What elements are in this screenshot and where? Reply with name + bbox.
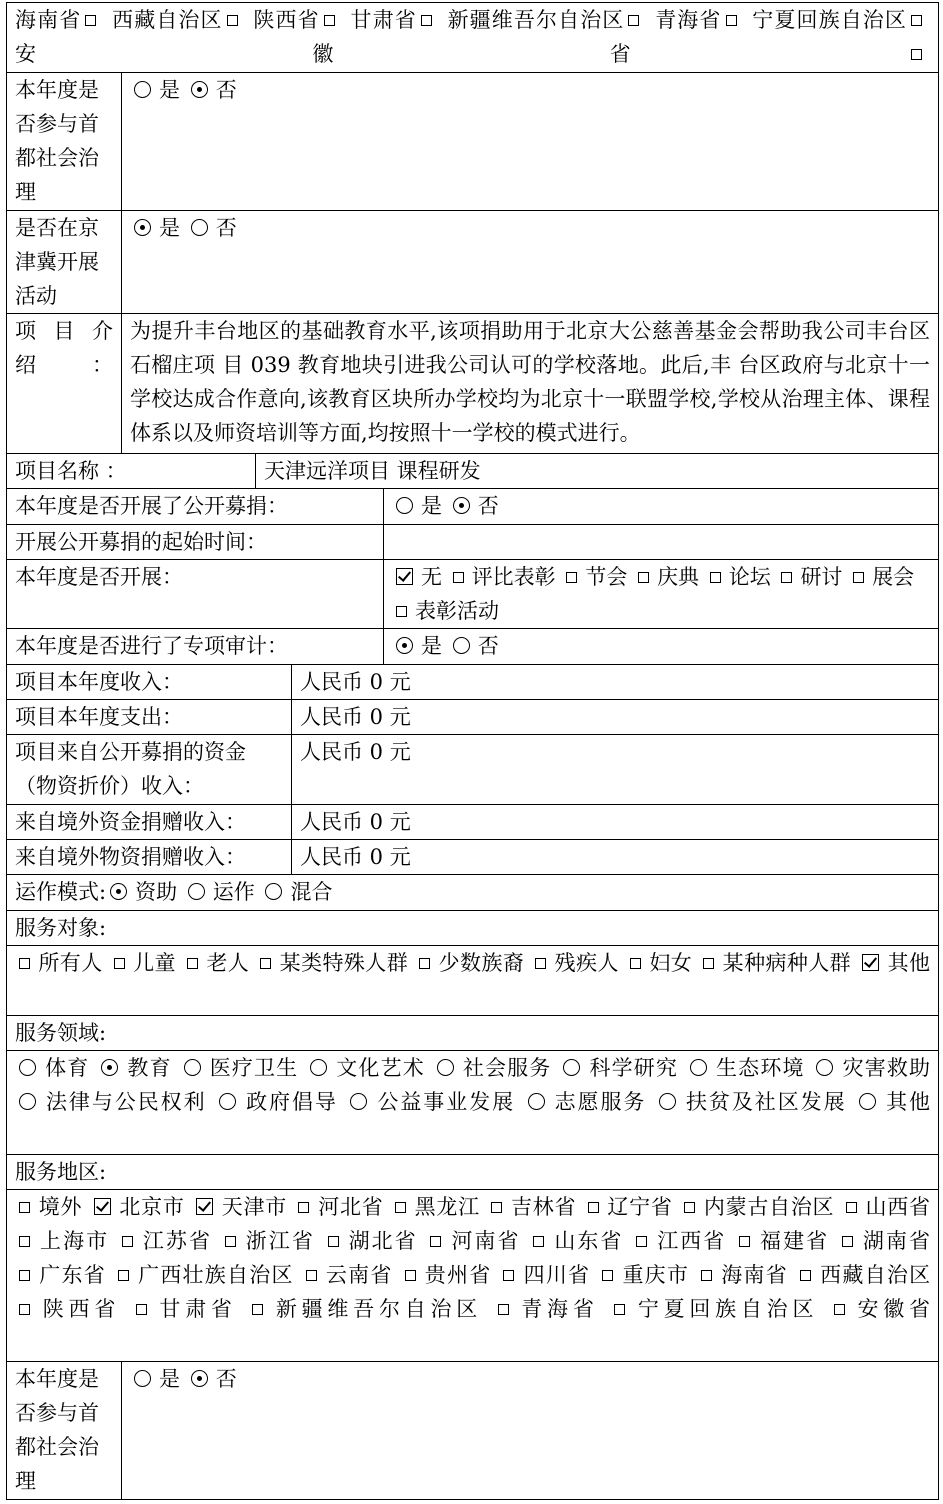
- service-region-option-label: 北京市: [118, 1195, 185, 1219]
- special-audit-row: [6, 629, 939, 665]
- events-option: [706, 565, 771, 589]
- checkbox-icon[interactable]: [853, 572, 864, 583]
- checkbox-icon[interactable]: [85, 15, 96, 26]
- public-fundraising-yes-radio[interactable]: [396, 497, 413, 514]
- region-option-label: 陕西省: [253, 8, 320, 32]
- service-region-option-label: 山西省: [864, 1195, 930, 1219]
- region-option: [448, 8, 648, 32]
- capital-governance-no-radio[interactable]: [191, 81, 208, 98]
- service-region-option-label: 陕西省: [38, 1297, 121, 1321]
- service-region-option-label: 广东省: [38, 1263, 106, 1287]
- region-option: [15, 8, 104, 32]
- region-option-label: 海南省: [15, 8, 82, 32]
- checkbox-icon[interactable]: [628, 15, 639, 26]
- region-option-label: 新疆维吾尔自治区: [447, 8, 625, 32]
- service-region-option-label: 安徽省: [852, 1297, 931, 1321]
- service-field-label: 志愿服务: [552, 1090, 647, 1114]
- special-audit-yes-label: 是: [421, 634, 442, 658]
- service-region-option-label: 青海省: [516, 1297, 599, 1321]
- project-name-value: 天津远洋项目 课程研发: [255, 454, 938, 488]
- service-region-option: [830, 1297, 930, 1321]
- service-region-option-label: 浙江省: [243, 1229, 315, 1253]
- service-field-label: 文化艺术: [335, 1056, 425, 1080]
- jjj-activity-no-label: 否: [215, 216, 237, 240]
- service-target-option: [531, 951, 619, 975]
- operation-mode-option-label: 资助: [135, 880, 178, 904]
- service-target-option-label: 所有人: [38, 951, 103, 975]
- finance-label: 来自境外资金捐赠收入：: [15, 810, 246, 834]
- service-field-label: 生态环境: [714, 1056, 805, 1080]
- project-intro-row: [6, 314, 939, 454]
- service-target-option: [699, 951, 851, 975]
- checkbox-icon[interactable]: [395, 1202, 406, 1213]
- service-field-option: [15, 1090, 207, 1114]
- service-field-option: [346, 1090, 515, 1114]
- region-option-label: 安徽省: [15, 42, 907, 66]
- service-region-option-label: 内蒙古自治区: [703, 1195, 835, 1219]
- service-field-radio[interactable]: [101, 1059, 118, 1076]
- events-option-label: 表彰活动: [415, 599, 499, 623]
- service-field-option: [524, 1090, 647, 1114]
- service-field-option: [306, 1056, 425, 1080]
- checkbox-icon[interactable]: [19, 1236, 30, 1247]
- service-targets-row: [6, 946, 939, 1016]
- service-region-option-label: 天津市: [221, 1195, 288, 1219]
- checked-box-icon[interactable]: [396, 568, 413, 585]
- service-field-option: [215, 1090, 338, 1114]
- events-options: [383, 560, 938, 628]
- checkbox-icon[interactable]: [260, 958, 271, 969]
- service-targets-header-row: [6, 911, 939, 946]
- checkbox-icon[interactable]: [710, 572, 721, 583]
- checkbox-icon[interactable]: [19, 1270, 30, 1281]
- capital-governance-row: [6, 73, 939, 211]
- capital-governance-yes-radio[interactable]: [134, 81, 151, 98]
- events-option-label: 展会: [872, 565, 915, 589]
- finance-label: 项目本年度收入：: [15, 670, 183, 694]
- checkbox-icon[interactable]: [614, 1304, 625, 1315]
- service-field-option: [855, 1090, 930, 1114]
- service-regions-row: [6, 1190, 939, 1362]
- operation-mode-radio[interactable]: [265, 883, 282, 900]
- checkbox-icon[interactable]: [19, 1202, 30, 1213]
- service-field-radio[interactable]: [184, 1059, 201, 1076]
- checkbox-icon[interactable]: [846, 1202, 857, 1213]
- service-region-option: [584, 1195, 673, 1219]
- project-intro-label: 项 目 介绍：: [15, 319, 113, 377]
- service-region-option-label: 湖北省: [346, 1229, 418, 1253]
- capital-governance-2-no-label: 否: [215, 1367, 237, 1391]
- service-region-option: [302, 1263, 393, 1287]
- events-option-label: 无: [421, 565, 442, 589]
- service-field-option: [15, 1056, 89, 1080]
- service-region-option-label: 西藏自治区: [818, 1263, 931, 1287]
- capital-governance-options: [121, 73, 938, 210]
- events-option-label: 论坛: [728, 565, 771, 589]
- checkbox-icon[interactable]: [396, 606, 407, 617]
- service-target-option: [256, 951, 408, 975]
- checkbox-icon[interactable]: [911, 49, 922, 60]
- capital-governance-2-yes-radio[interactable]: [134, 1370, 151, 1387]
- service-field-option: [180, 1056, 299, 1080]
- capital-governance-2-no-radio[interactable]: [191, 1370, 208, 1387]
- service-field-radio[interactable]: [563, 1059, 580, 1076]
- operation-mode: [7, 875, 938, 909]
- jjj-activity-yes-label: 是: [159, 216, 180, 240]
- checkbox-icon[interactable]: [781, 572, 792, 583]
- checkbox-icon[interactable]: [566, 572, 577, 583]
- service-field-label: 社会服务: [461, 1056, 552, 1080]
- service-target-option-label: 儿童: [132, 951, 176, 975]
- events-option: [392, 565, 442, 589]
- service-field-radio[interactable]: [437, 1059, 454, 1076]
- checked-box-icon[interactable]: [196, 1198, 213, 1215]
- checkbox-icon[interactable]: [430, 1236, 441, 1247]
- service-target-option: [858, 951, 930, 975]
- special-audit-yes-radio[interactable]: [396, 637, 413, 654]
- service-region-option-label: 湖南省: [860, 1229, 930, 1253]
- service-region-option-label: 江西省: [655, 1229, 727, 1253]
- checkbox-icon[interactable]: [588, 1202, 599, 1213]
- service-field-label: 教育: [126, 1056, 172, 1080]
- service-target-option-label: 老人: [205, 951, 250, 975]
- service-region-option: [15, 1297, 120, 1321]
- service-targets-label: 服务对象:: [15, 916, 107, 940]
- regions-continued-row: [6, 2, 939, 73]
- project-name-label: 项目名称 ：: [15, 459, 127, 483]
- service-region-option-label: 海南省: [720, 1263, 789, 1287]
- service-fields-label: 服务领域:: [15, 1021, 107, 1045]
- capital-governance-label: 本年度是否参与首都社会治理: [15, 78, 99, 204]
- service-field-label: 体育: [44, 1056, 90, 1080]
- service-region-option: [598, 1263, 689, 1287]
- events-option: [449, 565, 556, 589]
- service-region-option: [680, 1195, 834, 1219]
- service-target-option-label: 某种病种人群: [722, 951, 852, 975]
- special-audit-no-radio[interactable]: [453, 637, 470, 654]
- service-region-option: [494, 1297, 599, 1321]
- service-region-option: [632, 1229, 726, 1253]
- finance-label: 来自境外物资捐赠收入：: [15, 845, 246, 869]
- service-region-option: [529, 1229, 623, 1253]
- service-region-option-label: 福建省: [758, 1229, 830, 1253]
- service-region-option-label: 河南省: [449, 1229, 521, 1253]
- service-field-option: [812, 1056, 930, 1080]
- service-field-label: 灾害救助: [841, 1056, 931, 1080]
- special-audit-no-label: 否: [477, 634, 499, 658]
- checkbox-icon[interactable]: [227, 15, 238, 26]
- jjj-activity-yes-radio[interactable]: [134, 219, 151, 236]
- service-region-option-label: 黑龙江: [413, 1195, 480, 1219]
- operation-mode-option-label: 混合: [290, 880, 333, 904]
- service-region-option-label: 上海市: [38, 1229, 110, 1253]
- service-field-label: 政府倡导: [244, 1090, 338, 1114]
- service-field-option: [433, 1056, 552, 1080]
- checkbox-icon[interactable]: [419, 958, 430, 969]
- checkbox-icon[interactable]: [122, 1236, 133, 1247]
- service-field-option: [686, 1056, 805, 1080]
- checkbox-icon[interactable]: [834, 1304, 845, 1315]
- service-field-label: 医疗卫生: [208, 1056, 299, 1080]
- service-field-radio[interactable]: [659, 1093, 676, 1110]
- service-regions-label: 服务地区:: [15, 1160, 107, 1184]
- checkbox-icon[interactable]: [19, 958, 30, 969]
- service-region-option: [487, 1195, 576, 1219]
- checkbox-icon[interactable]: [298, 1202, 309, 1213]
- operation-mode-row: [6, 875, 939, 911]
- fundraising-start-label: 开展公开募捐的起始时间：: [15, 530, 267, 554]
- events-label: 本年度是否开展：: [15, 565, 183, 589]
- service-field-label: 科学研究: [588, 1056, 679, 1080]
- service-regions-header-row: [6, 1155, 939, 1190]
- operation-mode-radio[interactable]: [110, 883, 127, 900]
- service-target-option-label: 妇女: [648, 951, 693, 975]
- fundraising-start-row: [6, 525, 939, 560]
- service-region-option: [735, 1229, 829, 1253]
- jjj-activity-options: [121, 211, 938, 313]
- service-region-option-label: 宁夏回族自治区: [633, 1297, 819, 1321]
- checkbox-icon[interactable]: [842, 1236, 853, 1247]
- region-option: [15, 42, 930, 66]
- service-region-option-label: 广西壮族自治区: [136, 1263, 294, 1287]
- service-region-option: [15, 1263, 106, 1287]
- checkbox-icon[interactable]: [306, 1270, 317, 1281]
- region-option-label: 甘肃省: [350, 8, 417, 32]
- checkbox-icon[interactable]: [684, 1202, 695, 1213]
- checkbox-icon[interactable]: [187, 958, 198, 969]
- finance-row: [6, 735, 939, 805]
- service-field-radio[interactable]: [19, 1093, 36, 1110]
- service-region-option: [610, 1297, 818, 1321]
- region-option: [655, 8, 744, 32]
- service-region-option: [248, 1297, 482, 1321]
- capital-governance-yes-label: 是: [159, 78, 180, 102]
- finance-value: 人民币 0 元: [291, 735, 938, 804]
- fundraising-start-value: [383, 525, 938, 559]
- service-field-radio[interactable]: [859, 1093, 876, 1110]
- service-field-radio[interactable]: [350, 1093, 367, 1110]
- service-region-option: [838, 1229, 930, 1253]
- service-region-option: [114, 1263, 294, 1287]
- region-option: [752, 8, 930, 32]
- public-fundraising-row: [6, 489, 939, 525]
- checkbox-icon[interactable]: [800, 1270, 811, 1281]
- finance-value: 人民币 0 元: [291, 840, 938, 874]
- events-option: [849, 565, 914, 589]
- service-region-option: [132, 1297, 237, 1321]
- service-field-label: 扶贫及社区发展: [684, 1090, 847, 1114]
- events-option-label: 庆典: [657, 565, 700, 589]
- checkbox-icon[interactable]: [638, 572, 649, 583]
- service-region-option-label: 辽宁省: [606, 1195, 673, 1219]
- checkbox-icon[interactable]: [405, 1270, 416, 1281]
- service-targets-options: [7, 946, 938, 980]
- events-option-label: 评比表彰: [471, 565, 556, 589]
- service-target-option: [110, 951, 176, 975]
- service-region-option-label: 贵州省: [423, 1263, 492, 1287]
- public-fundraising-options: [383, 489, 938, 524]
- operation-mode-options: [106, 880, 332, 904]
- region-option: [253, 8, 342, 32]
- checkbox-icon[interactable]: [630, 958, 641, 969]
- checkbox-icon[interactable]: [328, 1236, 339, 1247]
- events-option: [392, 599, 499, 623]
- special-audit-options: [383, 629, 938, 664]
- region-option-label: 西藏自治区: [112, 8, 223, 32]
- checked-box-icon[interactable]: [94, 1198, 111, 1215]
- finance-value: 人民币 0 元: [291, 665, 938, 699]
- public-fundraising-no-radio[interactable]: [453, 497, 470, 514]
- public-fundraising-yes-label: 是: [421, 494, 442, 518]
- service-target-option-label: 残疾人: [554, 951, 619, 975]
- finance-value: 人民币 0 元: [291, 805, 938, 839]
- service-field-label: 其他: [884, 1090, 931, 1114]
- checkbox-icon[interactable]: [118, 1270, 129, 1281]
- service-region-option: [221, 1229, 315, 1253]
- region-option: [112, 8, 246, 32]
- checkbox-icon[interactable]: [703, 958, 714, 969]
- checkbox-icon[interactable]: [533, 1236, 544, 1247]
- service-target-option: [183, 951, 249, 975]
- service-fields-header-row: [6, 1016, 939, 1051]
- checkbox-icon[interactable]: [19, 1304, 30, 1315]
- capital-governance-no-label: 否: [215, 78, 237, 102]
- public-fundraising-no-label: 否: [477, 494, 499, 518]
- service-fields-row: [6, 1051, 939, 1155]
- service-field-option: [655, 1090, 847, 1114]
- service-region-option: [15, 1229, 109, 1253]
- service-target-option-label: 少数族裔: [438, 951, 525, 975]
- region-option-label: 青海省: [655, 8, 722, 32]
- checkbox-icon[interactable]: [324, 15, 335, 26]
- service-region-option: [842, 1195, 930, 1219]
- project-intro-text: 为提升丰台地区的基础教育水平,该项捐助用于北京大公慈善基金会帮助我公司丰台区石榴庄项 目 039 教育地块引进我公司认可的学校落地。此后,丰 台区政府与北京十一学校达成合作意向,该教育区块所办学校均为北京十一联盟学校,学校从治理主体、课程体系以及师资培训等方面,均按照十一学校的模式进行。: [121, 314, 938, 453]
- capital-governance-label-2: 本年度是否参与首都社会治理: [15, 1367, 99, 1493]
- service-region-option: [401, 1263, 492, 1287]
- capital-governance-row-2: [6, 1362, 939, 1500]
- jjj-activity-row: [6, 211, 939, 314]
- service-region-option: [499, 1263, 590, 1287]
- region-option-label: 宁夏回族自治区: [752, 8, 907, 32]
- service-region-option-label: 吉林省: [510, 1195, 577, 1219]
- service-region-option: [192, 1195, 287, 1219]
- service-target-option: [626, 951, 692, 975]
- operation-mode-option-label: 运作: [212, 880, 255, 904]
- finance-row: [6, 805, 939, 840]
- service-region-option: [324, 1229, 418, 1253]
- checkbox-icon[interactable]: [136, 1304, 147, 1315]
- service-target-option: [15, 951, 103, 975]
- service-field-label: 法律与公民权利: [44, 1090, 207, 1114]
- service-fields-options: [7, 1051, 938, 1119]
- finance-row: [6, 840, 939, 875]
- service-field-radio[interactable]: [219, 1093, 236, 1110]
- checkbox-icon[interactable]: [453, 572, 464, 583]
- service-field-radio[interactable]: [19, 1059, 36, 1076]
- service-region-option-label: 境外: [38, 1195, 83, 1219]
- service-region-option-label: 山东省: [552, 1229, 624, 1253]
- service-field-label: 公益事业发展: [375, 1090, 516, 1114]
- events-option: [634, 565, 699, 589]
- checked-box-icon[interactable]: [862, 954, 879, 971]
- checkbox-icon[interactable]: [114, 958, 125, 969]
- service-field-option: [97, 1056, 171, 1080]
- service-field-radio[interactable]: [310, 1059, 327, 1076]
- checkbox-icon[interactable]: [421, 15, 432, 26]
- service-target-option-label: 其他: [887, 951, 930, 975]
- events-option-label: 节会: [585, 565, 628, 589]
- service-region-option: [697, 1263, 788, 1287]
- checkbox-icon[interactable]: [701, 1270, 712, 1281]
- service-region-option-label: 四川省: [522, 1263, 591, 1287]
- service-region-option-label: 河北省: [317, 1195, 384, 1219]
- checkbox-icon[interactable]: [252, 1304, 263, 1315]
- service-field-radio[interactable]: [816, 1059, 833, 1076]
- checkbox-icon[interactable]: [726, 15, 737, 26]
- operation-mode-label: 运作模式:: [15, 880, 107, 904]
- service-region-option-label: 新疆维吾尔自治区: [271, 1297, 483, 1321]
- checkbox-icon[interactable]: [911, 15, 922, 26]
- service-field-radio[interactable]: [690, 1059, 707, 1076]
- events-option-label: 研讨: [800, 565, 843, 589]
- events-option: [562, 565, 627, 589]
- service-region-option-label: 云南省: [324, 1263, 393, 1287]
- service-region-option-label: 江苏省: [140, 1229, 212, 1253]
- checkbox-icon[interactable]: [503, 1270, 514, 1281]
- checkbox-icon[interactable]: [636, 1236, 647, 1247]
- finance-label: 项目来自公开募捐的资金（物资折价）收入：: [15, 740, 246, 798]
- events-row: [6, 560, 939, 629]
- service-field-option: [559, 1056, 678, 1080]
- checkbox-icon[interactable]: [225, 1236, 236, 1247]
- service-region-option: [90, 1195, 185, 1219]
- special-audit-label: 本年度是否进行了专项审计：: [15, 634, 288, 658]
- project-name-row: [6, 454, 939, 489]
- checkbox-icon[interactable]: [602, 1270, 613, 1281]
- jjj-activity-label: 是否在京津冀开展活动: [15, 216, 99, 308]
- service-region-option: [796, 1263, 930, 1287]
- public-fundraising-label: 本年度是否开展了公开募捐：: [15, 494, 288, 518]
- finance-row: [6, 700, 939, 735]
- checkbox-icon[interactable]: [535, 958, 546, 969]
- jjj-activity-no-radio[interactable]: [191, 219, 208, 236]
- service-regions-options: [7, 1190, 938, 1326]
- capital-governance-options-2: [121, 1362, 938, 1499]
- finance-row: [6, 665, 939, 700]
- service-region-option: [118, 1229, 212, 1253]
- events-option: [777, 565, 842, 589]
- operation-mode-radio[interactable]: [188, 883, 205, 900]
- service-region-option: [294, 1195, 383, 1219]
- checkbox-icon[interactable]: [498, 1304, 509, 1315]
- service-region-option-label: 甘肃省: [154, 1297, 237, 1321]
- checkbox-icon[interactable]: [739, 1236, 750, 1247]
- service-target-option: [415, 951, 524, 975]
- service-target-option-label: 某类特殊人群: [279, 951, 409, 975]
- service-field-radio[interactable]: [528, 1093, 545, 1110]
- service-region-option-label: 重庆市: [621, 1263, 690, 1287]
- regions-continued-list: [7, 3, 938, 71]
- finance-label: 项目本年度支出：: [15, 705, 183, 729]
- capital-governance-2-yes-label: 是: [159, 1367, 180, 1391]
- service-region-option: [391, 1195, 480, 1219]
- finance-value: 人民币 0 元: [291, 700, 938, 734]
- checkbox-icon[interactable]: [491, 1202, 502, 1213]
- region-option: [350, 8, 439, 32]
- service-region-option: [15, 1195, 82, 1219]
- service-region-option: [426, 1229, 520, 1253]
